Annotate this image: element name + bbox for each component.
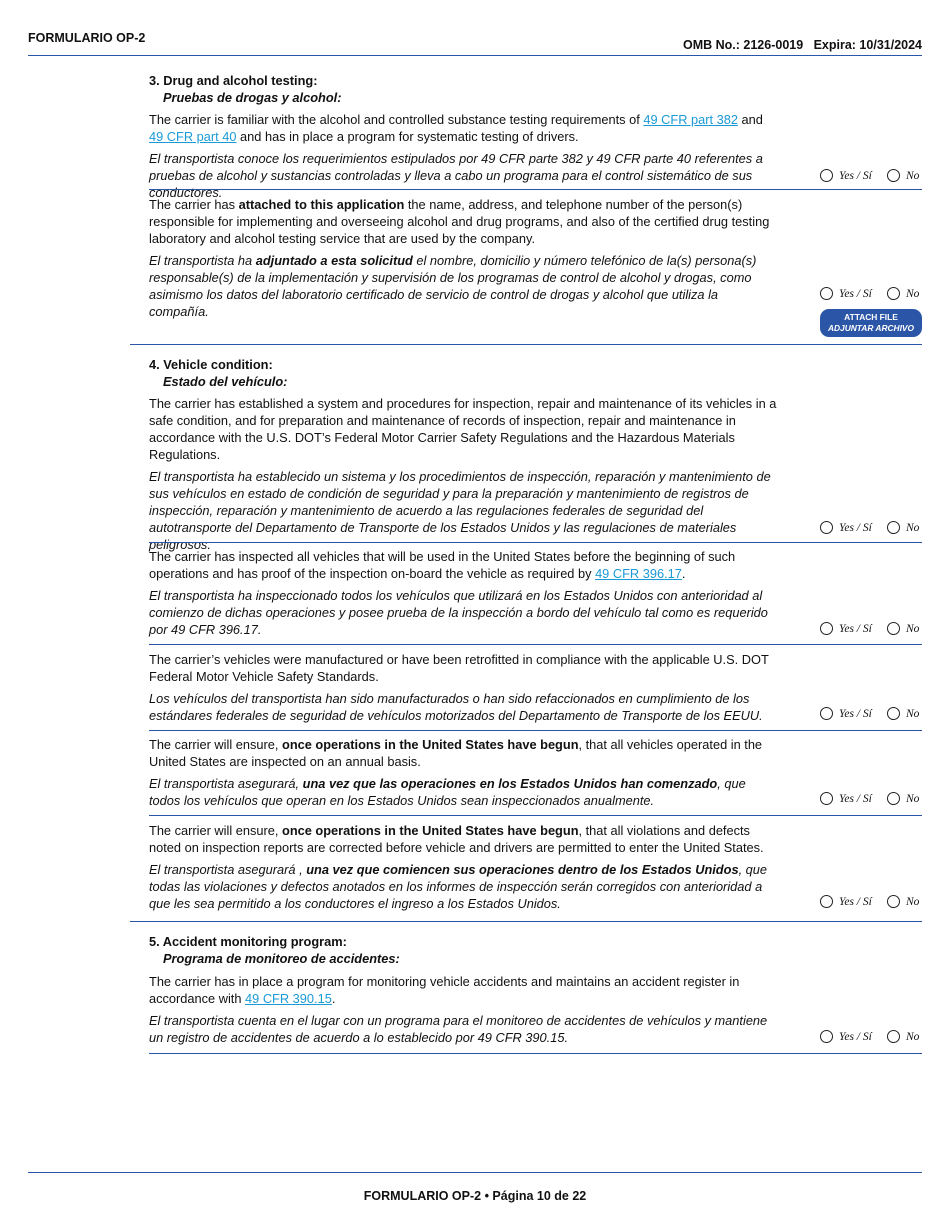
s4-q3-text <box>149 651 779 724</box>
s4-q5-yes-radio[interactable]: Yes / Sí <box>820 895 872 908</box>
row-divider <box>149 189 922 190</box>
row-divider <box>149 1053 922 1054</box>
attach-file-button[interactable] <box>820 309 922 337</box>
s4-q1-no-radio[interactable]: No <box>887 521 919 534</box>
row-divider <box>149 730 922 731</box>
s4-q1-text <box>149 395 779 553</box>
link-49cfr-40[interactable]: 49 CFR part 40 <box>149 129 237 144</box>
omb-number: OMB No.: 2126-0019 Expira: 10/31/2024 <box>682 38 922 52</box>
radio-circle-icon <box>887 287 900 300</box>
section-divider <box>130 921 922 922</box>
s4-q3-yes-no <box>820 707 922 723</box>
section-5-title <box>149 933 400 967</box>
s4-q5-no-radio[interactable]: No <box>887 895 919 908</box>
s5-q1-no-radio[interactable]: No <box>887 1030 919 1043</box>
s4-q4-es: El transportista asegurará, una vez que las operaciones en los Estados Unidos han comenzado, que todos los vehículos que operan en los Estados Unidos sean inspeccionados anualmente. <box>149 776 746 808</box>
header-divider <box>28 55 922 56</box>
radio-circle-icon <box>820 1030 833 1043</box>
s4-q4-text <box>149 736 779 809</box>
section-5-title-es: Programa de monitoreo de accidentes: <box>163 951 400 966</box>
s4-q3-es: Los vehículos del transportista han sido manufacturados o han sido refaccionados en cumplimiento de los estándares federales de seguridad de vehículos motorizados del Departamento de Transporte de los EEUU. <box>149 691 763 723</box>
s4-q5-en: The carrier will ensure, once operations in the United States have begun, that all violations and defects noted on inspection reports are corrected before vehicle and drivers are permitted to enter the United States. <box>149 823 764 855</box>
s5-q1-en: The carrier has in place a program for monitoring vehicle accidents and maintains an accident register in accordance with 49 CFR 390.15. <box>149 974 740 1006</box>
radio-circle-icon <box>820 707 833 720</box>
s5-q1-yes-radio[interactable]: Yes / Sí <box>820 1030 872 1043</box>
radio-circle-icon <box>820 169 833 182</box>
s4-q5-es: El transportista asegurará , una vez que comiencen sus operaciones dentro de los Estados Unidos, que todas las violaciones y defectos anotados en los informes de inspección serán corregidos con anterioridad a que les sea permitido a los conductores el ingreso a los Estados Unidos. <box>149 862 768 911</box>
row-divider <box>149 644 922 645</box>
s4-q2-es: El transportista ha inspeccionado todos los vehículos que utilizará en los Estados Unidos con anterioridad al comienzo de dichas operaciones y posee prueba de la inspección a bordo del vehículo tal como es requerido por 49 CFR 396.17. <box>149 588 768 637</box>
s5-q1-text <box>149 973 779 1046</box>
section-3-title <box>149 72 342 106</box>
radio-circle-icon <box>820 622 833 635</box>
link-49cfr-382[interactable]: 49 CFR part 382 <box>643 112 738 127</box>
s4-q2-yes-radio[interactable]: Yes / Sí <box>820 622 872 635</box>
s4-q2-en: The carrier has inspected all vehicles that will be used in the United States before the beginning of such operations and has proof of the inspection on-board the vehicle as required by 49 CFR 396.17. <box>149 549 736 581</box>
s3-q2-es: El transportista ha adjuntado a esta solicitud el nombre, domicilio y número telefónico de la(s) persona(s) responsable(s) de la implementación y supervisión de los programas de control de alcohol y drogas, como asimismo los datos del laboratorio certificado de servicio de control de drogas y alcohol que utiliza la compañía. <box>149 253 757 319</box>
radio-circle-icon <box>887 521 900 534</box>
radio-circle-icon <box>820 287 833 300</box>
section-4-title-es: Estado del vehículo: <box>163 374 288 389</box>
radio-circle-icon <box>887 707 900 720</box>
section-3-title-es: Pruebas de drogas y alcohol: <box>163 90 342 105</box>
row-divider <box>149 542 922 543</box>
section-5-title-en: 5. Accident monitoring program: <box>149 934 347 949</box>
s3-q1-text <box>149 111 779 201</box>
s4-q1-es: El transportista ha establecido un sistema y los procedimientos de inspección, reparación y mantenimiento de sus vehículos en estado de condición de seguridad y para la preparación y mantenimiento de registros de inspección, reparación y mantenimiento de acuerdo a las regulaciones federales de seguridad del autotransporte del Departamento de Transporte de los Estados Unidos y las regulaciones de materiales peligrosos. <box>149 469 771 552</box>
s3-q2-no-radio[interactable]: No <box>887 287 919 300</box>
s4-q1-en: The carrier has established a system and procedures for inspection, repair and maintenance of its vehicles in a safe condition, and for preparation and maintenance of records of inspection, repair and maintenance in accordance with the U.S. DOT’s Federal Motor Carrier Safety Regulations and the Hazardous Materials Regulations. <box>149 396 777 462</box>
radio-circle-icon <box>887 1030 900 1043</box>
attach-file-label-en: ATTACH FILE <box>844 311 898 322</box>
s3-q2-yes-radio[interactable]: Yes / Sí <box>820 287 872 300</box>
s5-q1-yes-no <box>820 1030 922 1046</box>
radio-circle-icon <box>887 169 900 182</box>
s3-q1-es: El transportista conoce los requerimientos estipulados por 49 CFR parte 382 y 49 CFR parte 40 referentes a pruebas de alcohol y sustancias controladas y lleva a cabo un programa para el control sistemático de sus conductores. <box>149 151 763 200</box>
s4-q3-yes-radio[interactable]: Yes / Sí <box>820 707 872 720</box>
radio-circle-icon <box>820 521 833 534</box>
s3-q2-text <box>149 196 779 320</box>
footer-divider <box>28 1172 922 1173</box>
radio-circle-icon <box>887 792 900 805</box>
s3-q1-en: The carrier is familiar with the alcohol and controlled substance testing requirements of 49 CFR part 382 and 49 CFR part 40 and has in place a program for systematic testing of drivers. <box>149 112 763 144</box>
s3-q1-yes-no <box>820 169 922 185</box>
section-4-title <box>149 356 287 390</box>
s3-q1-yes-radio[interactable]: Yes / Sí <box>820 169 872 182</box>
page-footer: FORMULARIO OP-2 • Página 10 de 22 <box>363 1189 587 1203</box>
section-divider <box>130 344 922 345</box>
s4-q2-text <box>149 548 779 638</box>
section-3-title-en: 3. Drug and alcohol testing: <box>149 73 318 88</box>
s4-q2-yes-no <box>820 622 922 638</box>
radio-circle-icon <box>887 895 900 908</box>
link-49cfr-390-15[interactable]: 49 CFR 390.15 <box>245 991 332 1006</box>
s3-q2-en: The carrier has attached to this application the name, address, and telephone number of the person(s) responsible for implementing and overseeing alcohol and drug programs, and also of the certified drug testing laboratory and alcohol testing service that are used by the company. <box>149 197 770 246</box>
link-49cfr-396-17[interactable]: 49 CFR 396.17 <box>595 566 682 581</box>
s4-q2-no-radio[interactable]: No <box>887 622 919 635</box>
radio-circle-icon <box>820 895 833 908</box>
s4-q5-yes-no <box>820 895 922 911</box>
radio-circle-icon <box>820 792 833 805</box>
s4-q3-no-radio[interactable]: No <box>887 707 919 720</box>
s4-q4-en: The carrier will ensure, once operations in the United States have begun, that all vehicles operated in the United States are inspected on an annual basis. <box>149 737 763 769</box>
s4-q1-yes-radio[interactable]: Yes / Sí <box>820 521 872 534</box>
form-id-header: FORMULARIO OP-2 <box>28 31 146 45</box>
s4-q1-yes-no <box>820 521 922 537</box>
s3-q2-yes-no <box>820 287 922 303</box>
attach-file-label-es: ADJUNTAR ARCHIVO <box>827 323 915 333</box>
s5-q1-es: El transportista cuenta en el lugar con un programa para el monitoreo de accidentes de vehículos y mantiene un registro de accidentes de acuerdo a lo establecido por 49 CFR 390.15. <box>149 1013 768 1045</box>
s4-q4-yes-no <box>820 792 922 808</box>
s4-q5-text <box>149 822 779 912</box>
row-divider <box>149 815 922 816</box>
section-4-title-en: 4. Vehicle condition: <box>149 357 273 372</box>
s4-q3-en: The carrier’s vehicles were manufactured or have been retrofitted in compliance with the applicable U.S. DOT Federal Motor Vehicle Safety Standards. <box>149 652 769 684</box>
s3-q1-no-radio[interactable]: No <box>887 169 919 182</box>
s4-q4-no-radio[interactable]: No <box>887 792 919 805</box>
s4-q4-yes-radio[interactable]: Yes / Sí <box>820 792 872 805</box>
radio-circle-icon <box>887 622 900 635</box>
